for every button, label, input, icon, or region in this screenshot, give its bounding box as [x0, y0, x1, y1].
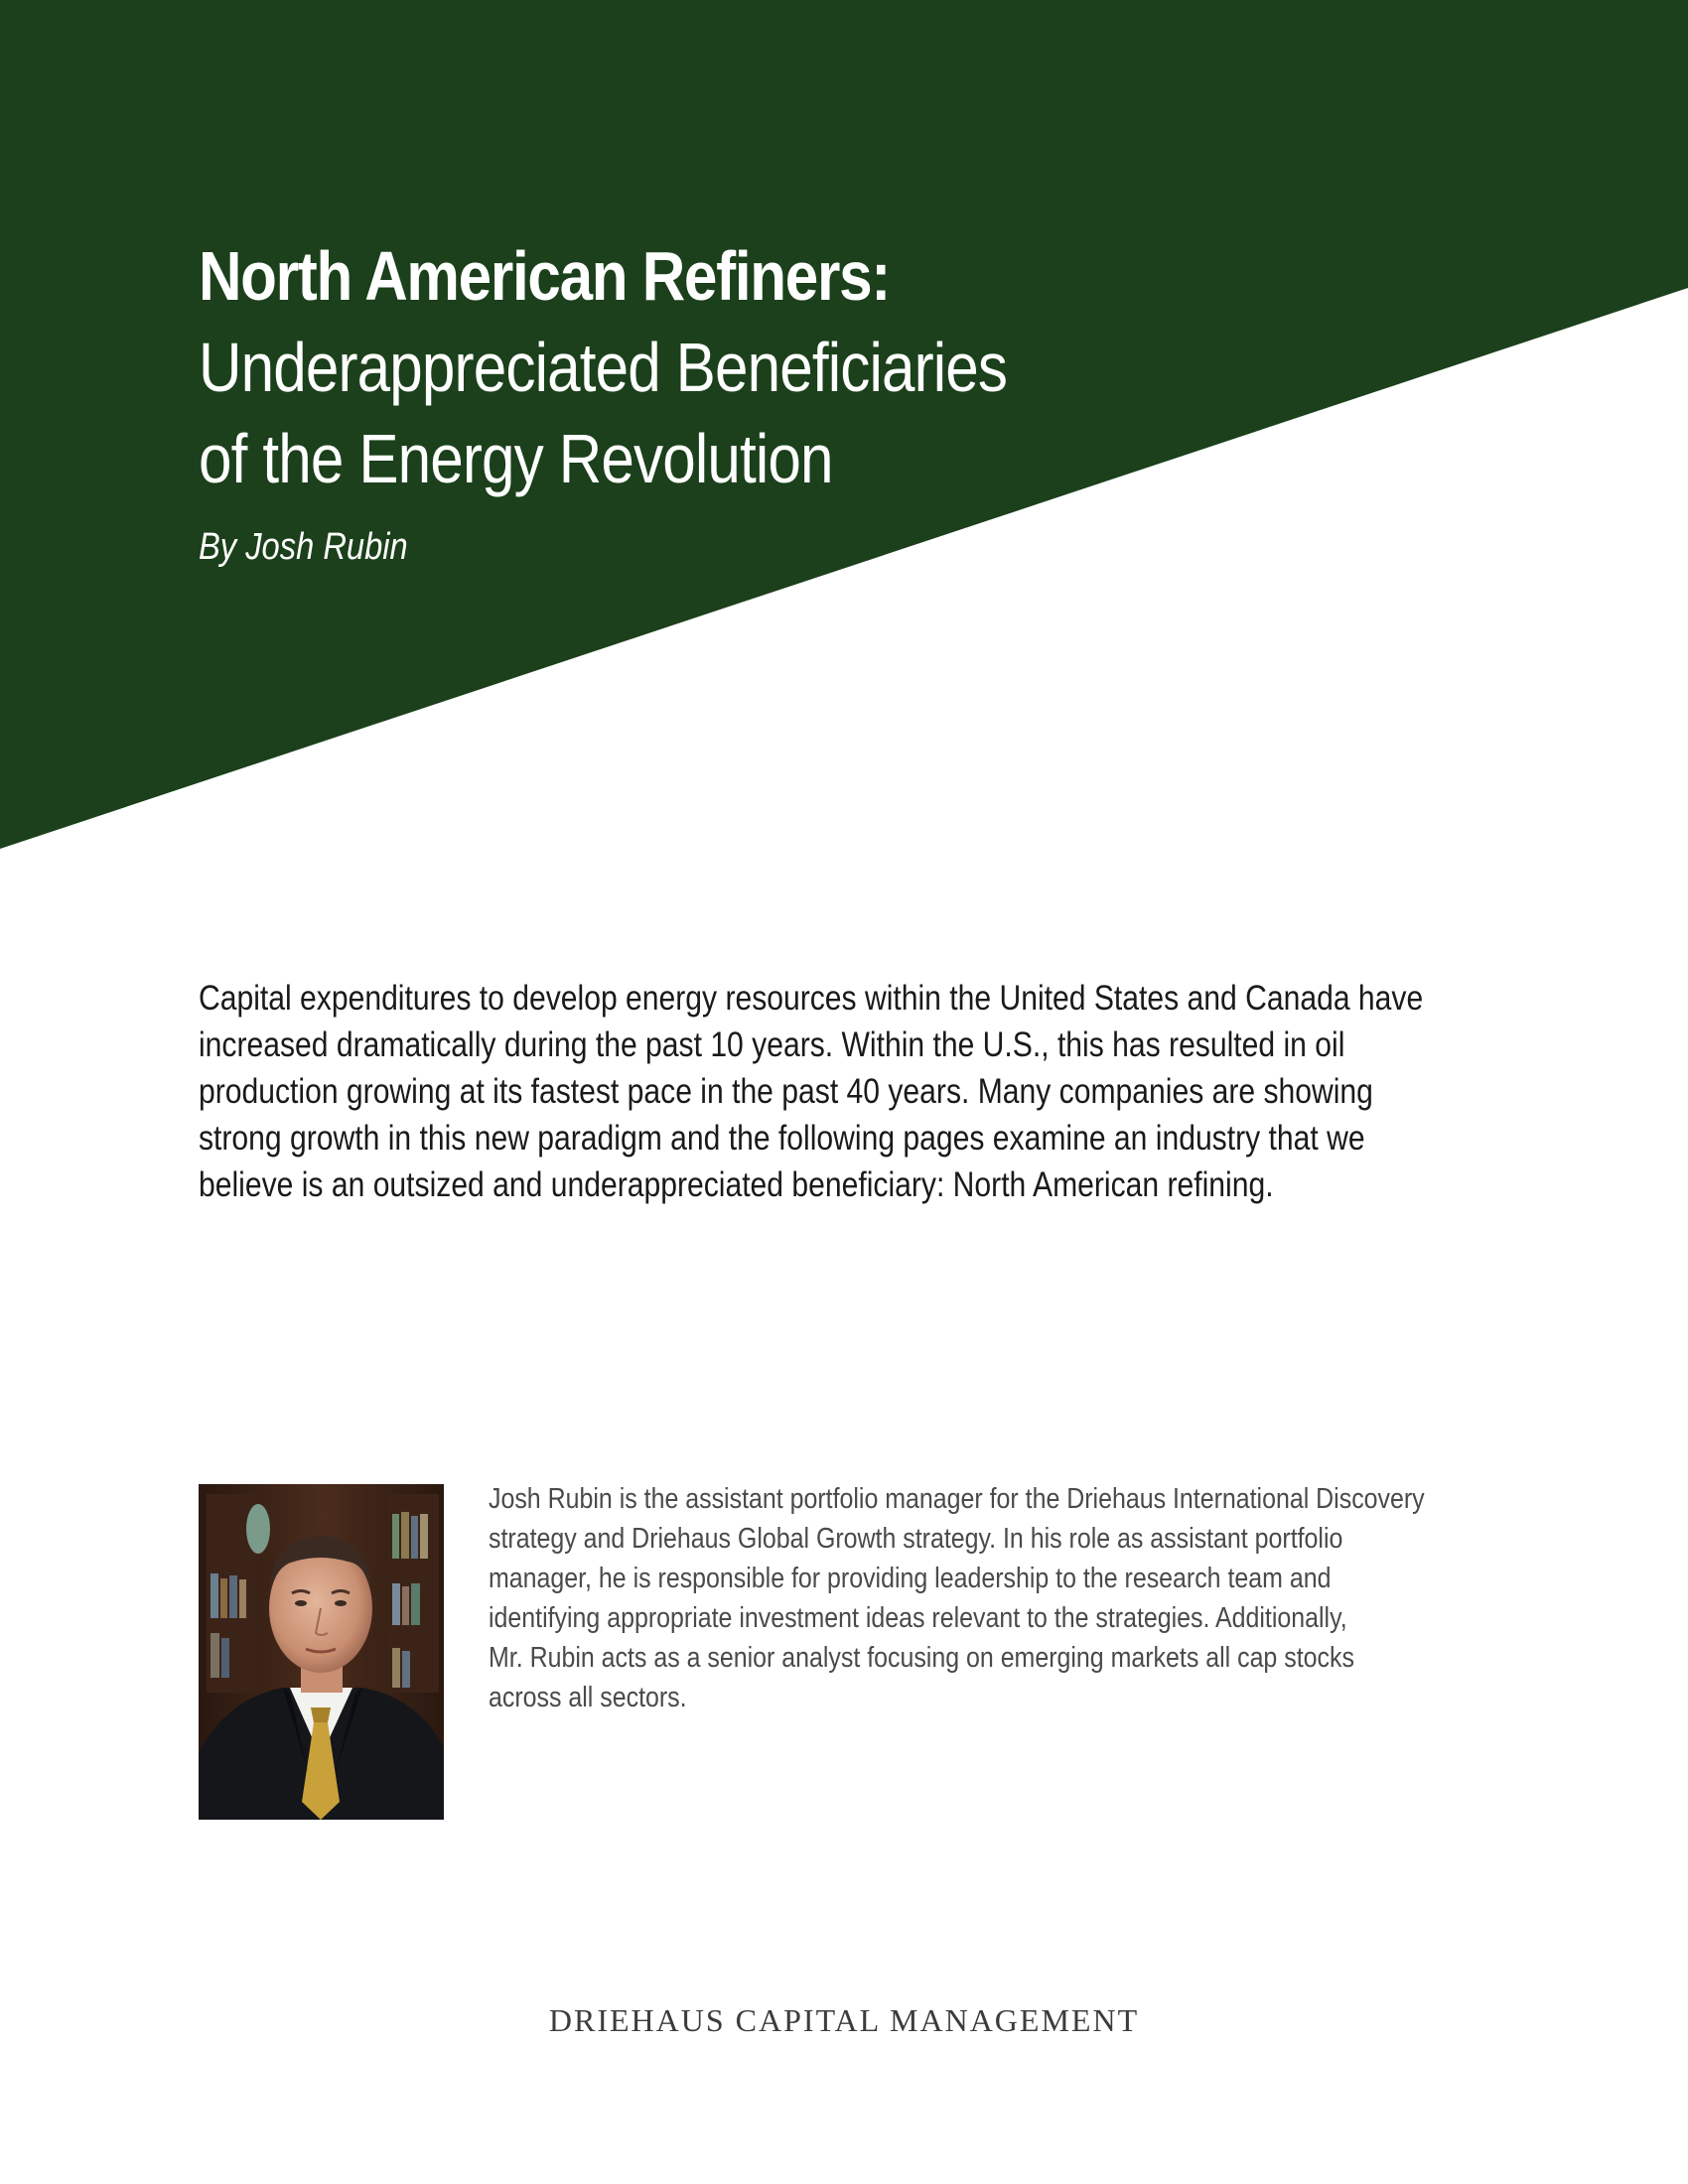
intro-line: increased dramatically during the past 10 years. Within the U.S., this has resulted in oil	[199, 1025, 1345, 1064]
author-portrait	[199, 1484, 444, 1820]
intro-line: believe is an outsized and underappreciated beneficiary: North American refining.	[199, 1165, 1274, 1204]
bio-line: manager, he is responsible for providing leadership to the research team and	[489, 1563, 1332, 1594]
page-subtitle-line1: Underappreciated Beneficiaries	[199, 329, 1008, 406]
author-bio	[489, 1479, 1531, 1717]
company-logo: DRIEHAUS CAPITAL MANAGEMENT	[548, 2002, 1140, 2038]
page-title: North American Refiners:	[199, 237, 891, 315]
byline: By Josh Rubin	[199, 526, 408, 568]
bio-line: across all sectors.	[489, 1682, 687, 1713]
bio-line: Josh Rubin is the assistant portfolio manager for the Driehaus International Discovery	[489, 1483, 1425, 1515]
bio-line: strategy and Driehaus Global Growth strategy. In his role as assistant portfolio	[489, 1523, 1343, 1555]
title-block	[199, 230, 1139, 572]
intro-line: production growing at its fastest pace in the past 40 years. Many companies are showing	[199, 1072, 1373, 1111]
bio-line: Mr. Rubin acts as a senior analyst focusing on emerging markets all cap stocks	[489, 1642, 1354, 1674]
bio-line: identifying appropriate investment ideas relevant to the strategies. Additionally,	[489, 1602, 1347, 1634]
author-photo	[199, 1484, 444, 1820]
intro-line: strong growth in this new paradigm and the following pages examine an industry that we	[199, 1119, 1365, 1158]
page-subtitle-line2: of the Energy Revolution	[199, 420, 833, 497]
intro-line: Capital expenditures to develop energy resources within the United States and Canada have	[199, 979, 1424, 1018]
intro-paragraph	[199, 975, 1519, 1208]
